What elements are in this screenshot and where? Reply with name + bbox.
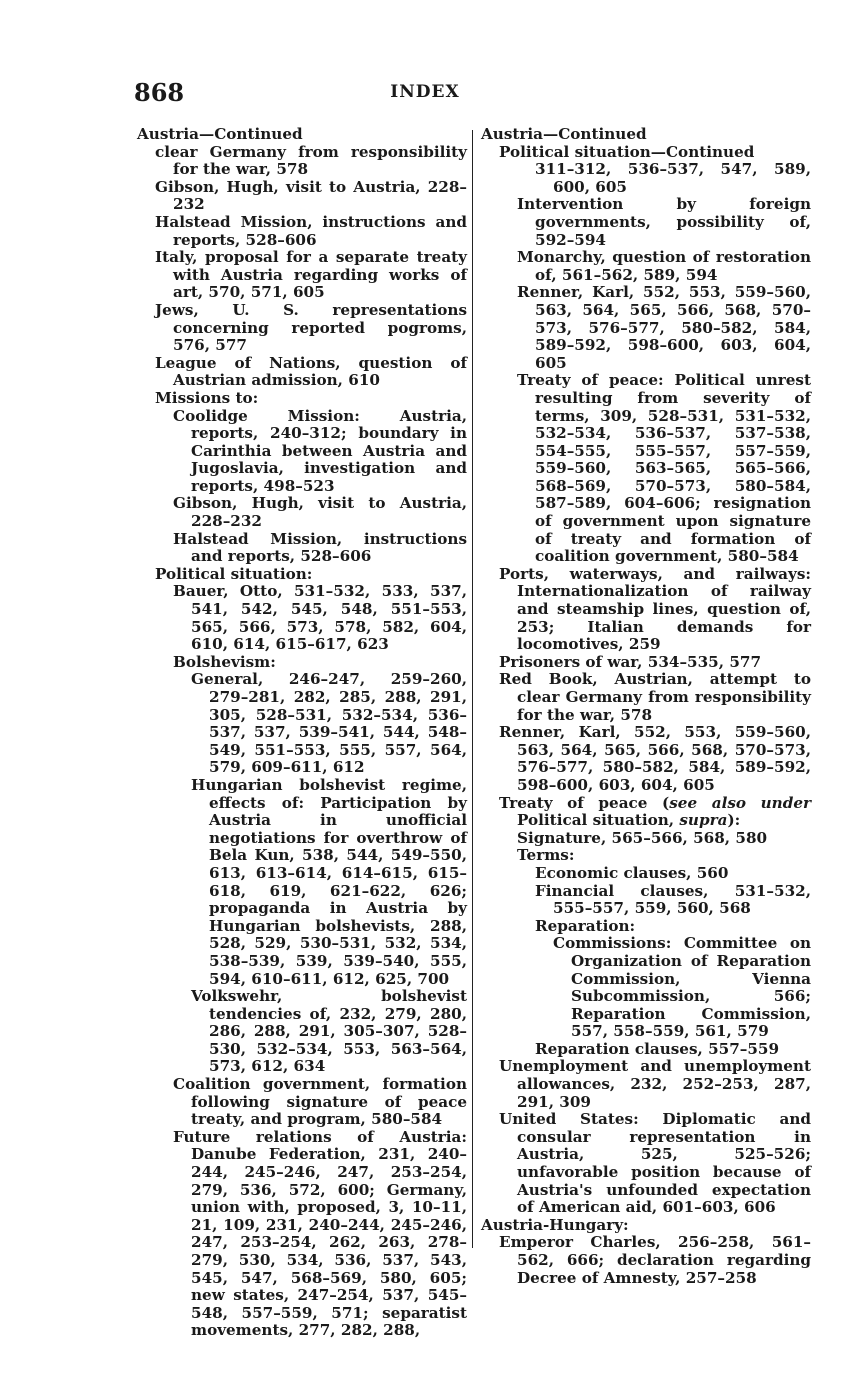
index-entry-text: United States: Diplomatic and consular representation in Austria, 525, 525–526; unfavorable position because of Austria's unfounded expectation of American aid, 601–603, 606 (499, 1110, 811, 1217)
index-entry-text: Red Book, Austrian, attempt to clear Germany from responsibility for the war, 578 (499, 670, 811, 724)
index-entry-text: Political situation—Continued (499, 142, 755, 161)
index-entry (137, 988, 467, 1076)
index-entry (137, 1129, 467, 1340)
index-entry (481, 126, 811, 144)
index-entry (137, 531, 467, 566)
index-entry (481, 1111, 811, 1217)
index-entry (137, 583, 467, 653)
index-entry (481, 372, 811, 566)
index-entry-text: Austria—Continued (137, 125, 303, 143)
index-entry (137, 144, 467, 179)
index-entry-text: Ports, waterways, and railways: Internationalization of railway and steamship lines, question of, 253; Italian demands for locomotives, 259 (499, 564, 811, 654)
index-entry-text: Halstead Mission, instructions and reports, 528–606 (155, 212, 467, 249)
index-entry (481, 161, 811, 196)
index-entry-text: Prisoners of war, 534–535, 577 (499, 652, 762, 671)
page-number: 868 (134, 78, 185, 107)
index-entry (137, 671, 467, 777)
index-entry-text: Signature, 565–566, 568, 580 (517, 828, 768, 847)
index-entry-text: Hungarian bolshevist regime, effects of: Participation by Austria in unofficial negotiations for overthrow of Bela Kun, 538, 544, 549–550, 613, 613–614, 614–615, 615–618, 619, 621–622, 626; propaganda in Austria by Hungarian bolshevists, 288, 528, 529, 530–531, 532, 534, 538–539, 539, 539–540, 555, 594, 610–611, 612, 625, 700 (191, 775, 467, 988)
running-head: INDEX (390, 82, 460, 102)
index-entry-text: Gibson, Hugh, visit to Austria, 228–232 (173, 494, 467, 531)
index-entry-text: Reparation: (535, 916, 636, 935)
index-entry-text: Coolidge Mission: Austria, reports, 240–312; boundary in Carinthia between Austria and Jugoslavia, investigation and reports, 498–523 (173, 406, 467, 495)
index-entry-italic: see also under (669, 793, 811, 812)
index-entry-text: Jews, U. S. representations concerning reported pogroms, 576, 577 (155, 300, 467, 355)
index-entry-text: Renner, Karl, 552, 553, 559–560, 563, 564, 565, 566, 568, 570–573, 576–577, 580–582, 584, 589–592, 598–600, 603, 604, 605 (499, 723, 811, 794)
index-entry-text: Intervention by foreign governments, possibility of, 592–594 (517, 195, 811, 249)
index-entry-text: Renner, Karl, 552, 553, 559–560, 563, 564, 565, 566, 568, 570–573, 576–577, 580–582, 584, 589–592, 598–600, 603, 604, 605 (517, 283, 811, 372)
index-entry (481, 918, 811, 936)
index-entry-text: Commissions: Committee on Organization of Reparation Commission, Vienna Subcommission, 566; Reparation Commission, 557, 558–559, 561, 579 (553, 934, 811, 1041)
index-entry-text: Monarchy, question of restoration of, 561–562, 589, 594 (517, 248, 811, 284)
index-entry (137, 654, 467, 672)
index-entry-text: Gibson, Hugh, visit to Austria, 228–232 (155, 177, 467, 214)
index-entry-text: Treaty of peace ( (499, 793, 670, 812)
index-entry (481, 249, 811, 284)
index-entry-text: Halstead Mission, instructions and reports, 528–606 (173, 529, 467, 566)
index-entry-text: Coalition government, formation following signature of peace treaty, and program, 580–584 (173, 1075, 467, 1129)
index-entry-text: Unemployment and unemployment allowances, 232, 252–253, 287, 291, 309 (499, 1057, 811, 1111)
index-entry (481, 654, 811, 672)
index-entry-text: Political situation: (155, 564, 313, 583)
index-entry-text: Bauer, Otto, 531–532, 533, 537, 541, 542, 545, 548, 551–553, 565, 566, 573, 578, 582, 604, 610, 614, 615–617, 623 (173, 582, 467, 654)
index-entry (481, 883, 811, 918)
index-entry-text: Political situation, (517, 811, 680, 830)
index-entry (137, 777, 467, 988)
index-entry-text: clear Germany from responsibility for the war, 578 (155, 142, 467, 179)
index-entry (137, 355, 467, 390)
index-entry (137, 126, 467, 144)
index-entry (481, 795, 811, 830)
index-entry (137, 302, 467, 355)
index-entry-text: Emperor Charles, 256–258, 561–562, 666; declaration regarding Decree of Amnesty, 257–258 (499, 1233, 811, 1287)
index-entry (481, 144, 811, 162)
index-entry (137, 408, 467, 496)
index-entry-text: Economic clauses, 560 (535, 863, 729, 882)
index-entry (137, 249, 467, 302)
index-entry-text: Missions to: (155, 388, 259, 407)
index-entry (481, 1217, 811, 1235)
index-entry (137, 566, 467, 584)
index-entry-text: Italy, proposal for a separate treaty with Austria regarding works of art, 570, 571, 605 (155, 248, 467, 302)
index-entry (481, 724, 811, 794)
index-entry (481, 935, 811, 1041)
index-entry (481, 847, 811, 865)
index-entry (481, 865, 811, 883)
index-entry (137, 390, 467, 408)
index-entry (137, 214, 467, 249)
index-entry (481, 1041, 811, 1059)
index-entry-text: Austria-Hungary: (481, 1215, 629, 1234)
index-entry-italic: supra (679, 811, 728, 830)
index-entry (481, 671, 811, 724)
index-entry-text: Volkswehr, bolshevist tendencies of, 232, 279, 280, 286, 288, 291, 305–307, 528–530, 532–534, 553, 563–564, 573, 612, 634 (191, 987, 467, 1076)
index-entry-text: Austria—Continued (481, 125, 647, 143)
index-entry (137, 1076, 467, 1129)
index-entry-text: League of Nations, question of Austrian admission, 610 (155, 353, 467, 390)
index-entry (481, 1234, 811, 1287)
index-entry-text: 311–312, 536–537, 547, 589, 600, 605 (535, 160, 811, 196)
index-entry (481, 284, 811, 372)
column-divider (472, 130, 473, 1248)
index-entry-text: ): (727, 811, 741, 830)
index-entry-text: Terms: (517, 846, 575, 865)
index-entry-text: Bolshevism: (173, 652, 276, 671)
index-column-left (137, 126, 467, 1340)
index-entry (481, 196, 811, 249)
index-entry (481, 1058, 811, 1111)
index-entry (481, 830, 811, 848)
index-entry-text: Future relations of Austria: Danube Federation, 231, 240–244, 245–246, 247, 253–254, 279, 536, 572, 600; Germany, union with, proposed, 3, 10–11, 21, 109, 231, 240–244, 245–246, 247, 253–254, 262, 263, 278–279, 530, 534, 536, 537, 543, 545, 547, 568–569, 580, 605; new states, 247–254, 537, 545–548, 557–559, 571; separatist movements, 277, 282, 288, (173, 1127, 467, 1340)
index-entry-text: Reparation clauses, 557–559 (535, 1039, 780, 1058)
index-entry (137, 179, 467, 214)
index-entry-text: Financial clauses, 531–532, 555–557, 559, 560, 568 (535, 881, 811, 918)
index-entry-text: Treaty of peace: Political unrest resulting from severity of terms, 309, 528–531, 531–532, 532–534, 536–537, 537–538, 554–555, 555–557, 557–559, 559–560, 563–565, 565–566, 568–569, 570–573, 580–584, 587–589, 604–606; resignation of government upon signature of treaty and formation of coalition government, 580–584 (517, 371, 811, 566)
index-entry (137, 495, 467, 530)
index-entry (481, 566, 811, 654)
index-column-right (481, 126, 811, 1287)
index-entry-text: General, 246–247, 259–260, 279–281, 282, 285, 288, 291, 305, 528–531, 532–534, 536–537, 537, 539–541, 544, 548–549, 551–553, 555, 557, 564, 579, 609–611, 612 (191, 670, 467, 777)
